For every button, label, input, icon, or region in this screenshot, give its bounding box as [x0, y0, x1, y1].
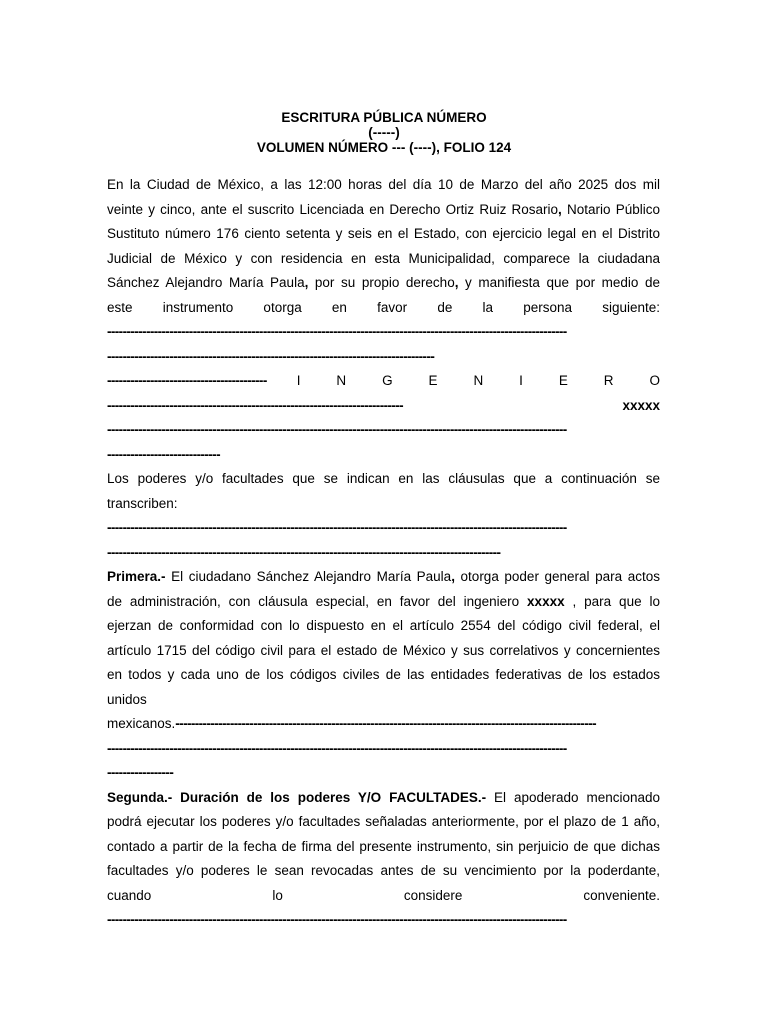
primera-line-1 [107, 565, 660, 590]
segunda-line-2: podrá ejecutar los poderes y/o facultades señaladas anteriormente, por el plazo de 1 año, [107, 814, 660, 829]
dash-line: ------------------------------------------------------------------------------------ [107, 348, 435, 364]
title-line-1: ESCRITURA PÚBLICA NÚMERO [281, 110, 487, 125]
name-placeholder: xxxxx [622, 397, 660, 413]
dash-line: ---------------------------------------------------------------------------------------------------------------------- [107, 520, 567, 535]
intro-line-6: este instrumento otorga en favor de la persona siguiente: [107, 299, 660, 315]
intro-line-5 [107, 271, 660, 296]
letter: N [336, 373, 347, 388]
placeholder-line [107, 394, 660, 419]
letter: N [473, 373, 484, 388]
intro-line-1: En la Ciudad de México, a las 12:00 horas del día 10 de Marzo del año 2025 dos mil [107, 177, 660, 192]
segunda-line-5: cuando lo considere conveniente. [107, 887, 660, 903]
dash-line: ---------------------------------------------------------------------------------------------------------------------- [107, 740, 567, 756]
ingeniero-line [107, 369, 660, 394]
intro-line-2 [107, 198, 660, 223]
bold-comma: , [451, 569, 455, 584]
bold-comma: , [454, 275, 459, 290]
dash-line: ----------------------------------------------------------------------------------------------------- [107, 544, 501, 560]
bold-comma: , [304, 275, 309, 290]
clause-text: otorga poder general para actos [454, 569, 660, 584]
ingeniero-word [297, 369, 660, 394]
poderes-line-2: transcriben: [107, 495, 178, 511]
dash-line: ---------------------------------------------------------------------------- [107, 397, 404, 413]
poderes-line-1: Los poderes y/o facultades que se indican en las cláusulas que a continuación se [107, 471, 660, 486]
segunda-line-4: facultades y/o poderes le sean revocadas antes de su vencimiento por la poderdante, [107, 863, 660, 878]
title-line-2: (-----) [368, 125, 400, 140]
dash-line: ----------------------------- [107, 446, 220, 462]
clause-label-segunda: Segunda.- Duración de los poderes Y/O FACULTADES.- [107, 789, 487, 805]
notary-title-text: Notario Público [561, 201, 660, 217]
notary-text: veinte y cinco, ante el suscrito Licenciada en Derecho Ortiz Ruiz Rosario [107, 201, 559, 217]
intro-line-4: Judicial de México y con residencia en esta Municipalidad, comparece la ciudadana [107, 250, 660, 266]
title-line-3: VOLUMEN NÚMERO --- (----), FOLIO 124 [256, 140, 512, 155]
clause-text: , para que lo [564, 593, 660, 609]
dash-line: ---------------------------------------------------------------------------------------------------------------------- [107, 324, 567, 339]
letter: I [519, 373, 523, 388]
segunda-line-1 [107, 786, 660, 811]
primera-line-6: unidos [107, 691, 147, 707]
clause-text: mexicanos. [107, 716, 176, 731]
grantor-name: Sánchez Alejandro María Paula [107, 275, 305, 290]
letter: G [382, 373, 393, 388]
dash-line: ---------------------------------------------------------------------------------------------------------------------- [107, 912, 567, 927]
primera-line-7 [107, 712, 660, 737]
dash-line: ------------------------------------------------------------------------------------------------------------ [175, 716, 597, 731]
letter: E [428, 373, 438, 388]
intro-line-3: Sustituto número 176 ciento setenta y seis en el Estado, con ejercicio legal en el Distrito [107, 226, 660, 241]
letter: O [649, 373, 660, 388]
letter: I [296, 373, 301, 388]
intro-text: y manifiesta que por medio de [458, 275, 660, 290]
dash-line: ---------------------------------------------------------------------------------------------------------------------- [107, 422, 567, 437]
primera-line-4: artículo 1715 del código civil para el estado de México y sus correlativos y concernientes [107, 642, 660, 658]
letter: R [603, 373, 614, 388]
primera-line-5: en todos y cada uno de los códigos civiles de las entidades federativas de los estados [107, 667, 660, 682]
dash-line: ----------------- [107, 765, 174, 780]
primera-line-3: ejerzan de conformidad con lo dispuesto en el artículo 2554 del código civil federal, el [107, 618, 660, 633]
primera-line-2 [107, 590, 660, 615]
clause-label-primera: Primera.- [107, 569, 166, 584]
clause-text: El ciudadano Sánchez Alejandro María Paula [165, 569, 452, 584]
intro-text: por su propio derecho [308, 275, 455, 290]
letter: E [558, 373, 568, 388]
dash-line: ----------------------------------------- [107, 373, 267, 388]
clause-text: de administración, con cláusula especial, en favor del ingeniero [107, 593, 528, 609]
document-title [0, 110, 768, 155]
document-body [107, 173, 660, 933]
segunda-line-3: contado a partir de la fecha de firma del presente instrumento, sin perjuicio de que dichas [107, 838, 660, 854]
bold-comma: , [558, 201, 562, 217]
clause-text: El apoderado mencionado [486, 789, 660, 805]
name-placeholder: xxxxx [527, 593, 565, 609]
